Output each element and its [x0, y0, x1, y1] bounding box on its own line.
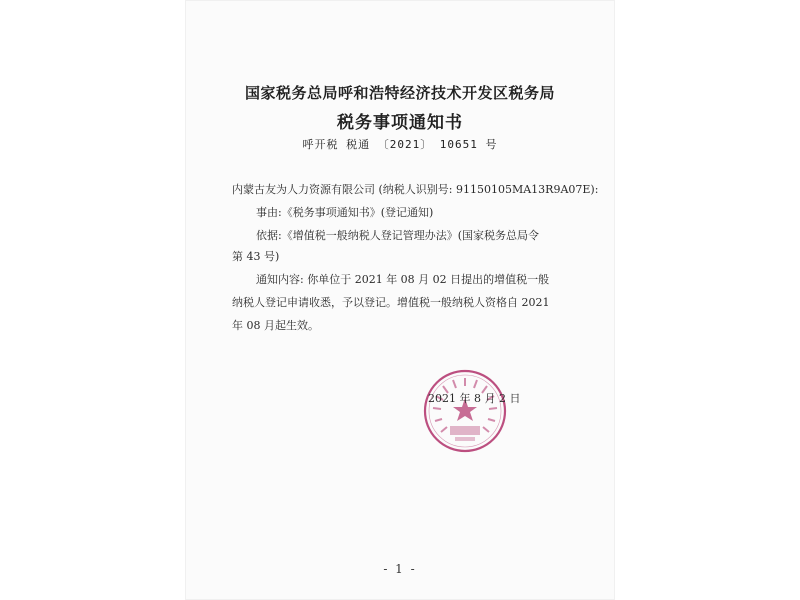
recipient-line: 内蒙古友为人力资源有限公司 (纳税人识别号: 91150105MA13R9A07E): — [232, 183, 599, 196]
notice-content-line: 通知内容: 你单位于 2021 年 08 月 02 日提出的增值税一般 — [256, 273, 550, 286]
issue-date: 2021 年 8 月 2 日 — [428, 392, 521, 405]
issuing-agency: 国家税务总局呼和浩特经济技术开发区税务局 — [244, 84, 555, 102]
basis-line-continued: 第 43 号) — [232, 250, 280, 263]
document-number: 呼开税 税通 〔2021〕 10651 号 — [302, 138, 498, 151]
official-seal-icon — [422, 368, 508, 454]
notice-content-line: 年 08 月起生效。 — [232, 319, 319, 332]
basis-line: 依据:《增值税一般纳税人登记管理办法》(国家税务总局令 — [256, 229, 539, 242]
page-number: - 1 - — [383, 562, 417, 576]
notice-content-line: 纳税人登记申请收悉，予以登记。增值税一般纳税人资格自 2021 — [232, 296, 550, 309]
subject-line: 事由:《税务事项通知书》(登记通知) — [256, 206, 434, 219]
document-title: 税务事项通知书 — [337, 113, 463, 133]
